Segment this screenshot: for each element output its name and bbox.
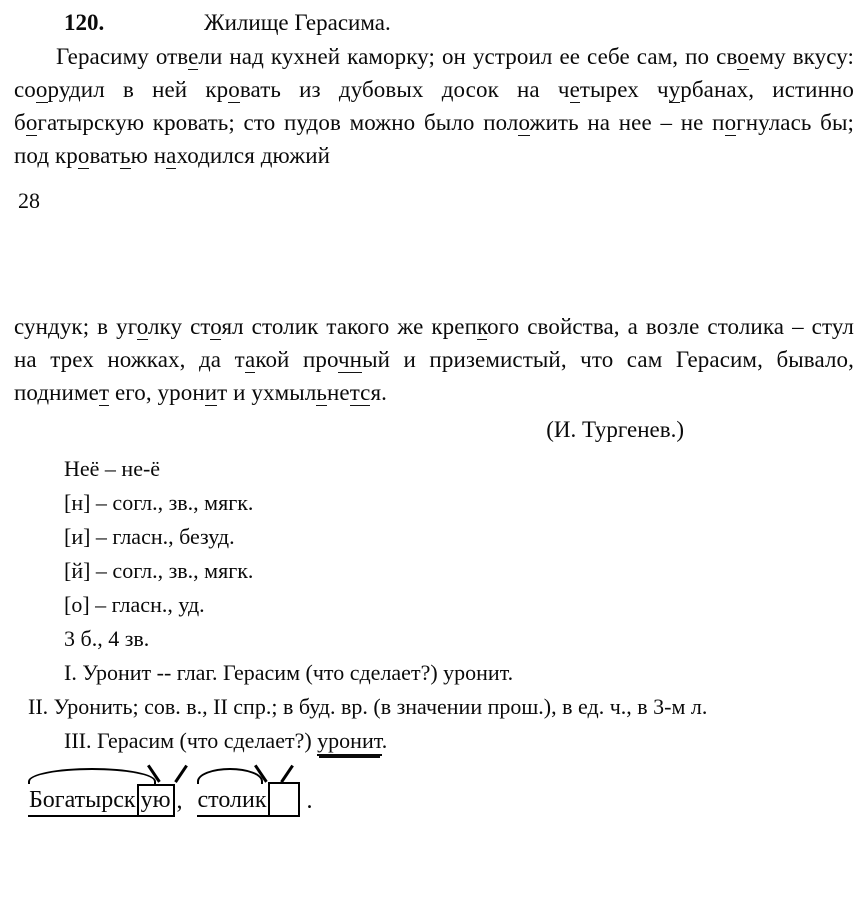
text-run: рбанах, истинно б xyxy=(14,77,854,135)
spelling-mark: ь xyxy=(316,380,327,405)
spelling-mark: к xyxy=(476,314,488,339)
spelling-mark: о xyxy=(77,143,90,168)
text-run: ый и приземистый, что сам Герасим, бывало, поднимe xyxy=(14,347,854,405)
scheme-comma: , xyxy=(176,788,183,814)
morphemic-scheme xyxy=(14,760,854,817)
spelling-mark: а xyxy=(245,347,256,372)
text-run: сундук; в уг xyxy=(14,314,137,339)
suffix-text: ик xyxy=(242,787,267,813)
morph-analysis-part-3 xyxy=(14,724,854,758)
text-run: его, урон xyxy=(109,380,205,405)
root-text: стол xyxy=(197,787,243,813)
text-run: жить на нее – не п xyxy=(529,110,725,135)
text-run: ял столик такого же креп xyxy=(221,314,477,339)
sound-line: [й] – согл., зв., мягк. xyxy=(64,558,254,583)
sound-line: [о] – гласн., уд. xyxy=(64,592,205,617)
scheme-word-stolik xyxy=(197,760,300,817)
spelling-mark: е xyxy=(188,44,199,69)
morph-analysis-part-1: I. Уронит -- глаг. Герасим (что сделает?) уронит. xyxy=(64,660,514,685)
spelling-mark: и xyxy=(204,380,218,405)
spelling-mark: т xyxy=(98,380,110,405)
morph-analysis-part-2: II. Уронить; сов. в., II спр.; в буд. вр. (в значении прош.), в ед. ч., в 3-м л. xyxy=(28,694,708,719)
text-run: тырех ч xyxy=(579,77,669,102)
text-run: лку ст xyxy=(147,314,211,339)
stem-base-line xyxy=(28,785,137,817)
text-run: не xyxy=(327,380,350,405)
analysis-block xyxy=(14,452,854,758)
spelling-mark: о xyxy=(35,77,48,102)
root-arc-icon xyxy=(197,768,263,784)
ending-box: ую xyxy=(137,784,175,817)
spelling-mark: о xyxy=(136,314,148,339)
suffix-caret-icon xyxy=(154,765,180,782)
scheme-word-bogatyrskuyu xyxy=(28,762,175,817)
predicate-underline: уронит xyxy=(317,728,382,756)
text-run: Герасиму отв xyxy=(56,44,189,69)
text-run: рудил в ней кр xyxy=(47,77,229,102)
source-attribution: (И. Тургенев.) xyxy=(546,417,684,442)
spelling-mark: о xyxy=(737,44,750,69)
root-arc-icon xyxy=(28,768,156,784)
spelling-mark: у xyxy=(668,77,681,102)
paragraph-excerpt-part1 xyxy=(14,40,854,172)
spelling-mark: о xyxy=(518,110,530,135)
spelling-mark: чн xyxy=(337,347,363,372)
text-run: ему вкусу: со xyxy=(14,44,854,102)
text-run: . xyxy=(381,728,388,753)
suffix-caret-icon xyxy=(261,765,287,782)
spelling-mark: тс xyxy=(349,380,371,405)
exercise-number: 120. xyxy=(64,10,105,35)
text-run: ого свойства, а возле столика – стул на трех ножках, да т xyxy=(14,314,854,372)
stem-base-line xyxy=(197,785,268,817)
text-run: я. xyxy=(370,380,387,405)
analysis-word-line: Неё – не-ё xyxy=(64,456,161,481)
sound-line: [и] – гласн., безуд. xyxy=(64,524,235,549)
paragraph-excerpt-part2 xyxy=(14,310,854,409)
text-run: ли над кухней каморку; он устроил ее себе сам, по св xyxy=(198,44,738,69)
letters-sounds-count: 3 б., 4 зв. xyxy=(64,626,150,651)
root-text: Богатыр xyxy=(29,787,114,813)
spelling-mark: о xyxy=(210,314,222,339)
spelling-mark: о xyxy=(25,110,38,135)
spelling-mark: о xyxy=(724,110,737,135)
text-run: ходился дюжий xyxy=(176,143,331,168)
text-run: ю н xyxy=(130,143,167,168)
zero-ending-box xyxy=(268,782,300,817)
spelling-mark: е xyxy=(569,77,580,102)
spelling-mark: о xyxy=(228,77,240,102)
exercise-heading xyxy=(14,0,854,38)
text-run: ват xyxy=(89,143,121,168)
sound-line: [н] – согл., зв., мягк. xyxy=(64,490,254,515)
text-run: гнулась бы; под кр xyxy=(14,110,855,168)
text-run: гатырскую кровать; сто пудов можно было пол xyxy=(37,110,519,135)
text-run: вать из дубовых досок на ч xyxy=(239,77,570,102)
page-break-gap xyxy=(14,216,854,308)
exercise-title: Жилище Герасима. xyxy=(204,10,391,35)
text-run: III. Герасим (что сделает?) xyxy=(64,728,318,753)
text-run: т и ухмыл xyxy=(217,380,317,405)
suffix-text: ск xyxy=(113,787,136,813)
text-run: кой про xyxy=(255,347,338,372)
scheme-final-punct: . xyxy=(306,788,313,814)
spelling-mark: ь xyxy=(120,143,131,168)
page-number: 28 xyxy=(18,188,40,213)
spelling-mark: а xyxy=(166,143,177,168)
